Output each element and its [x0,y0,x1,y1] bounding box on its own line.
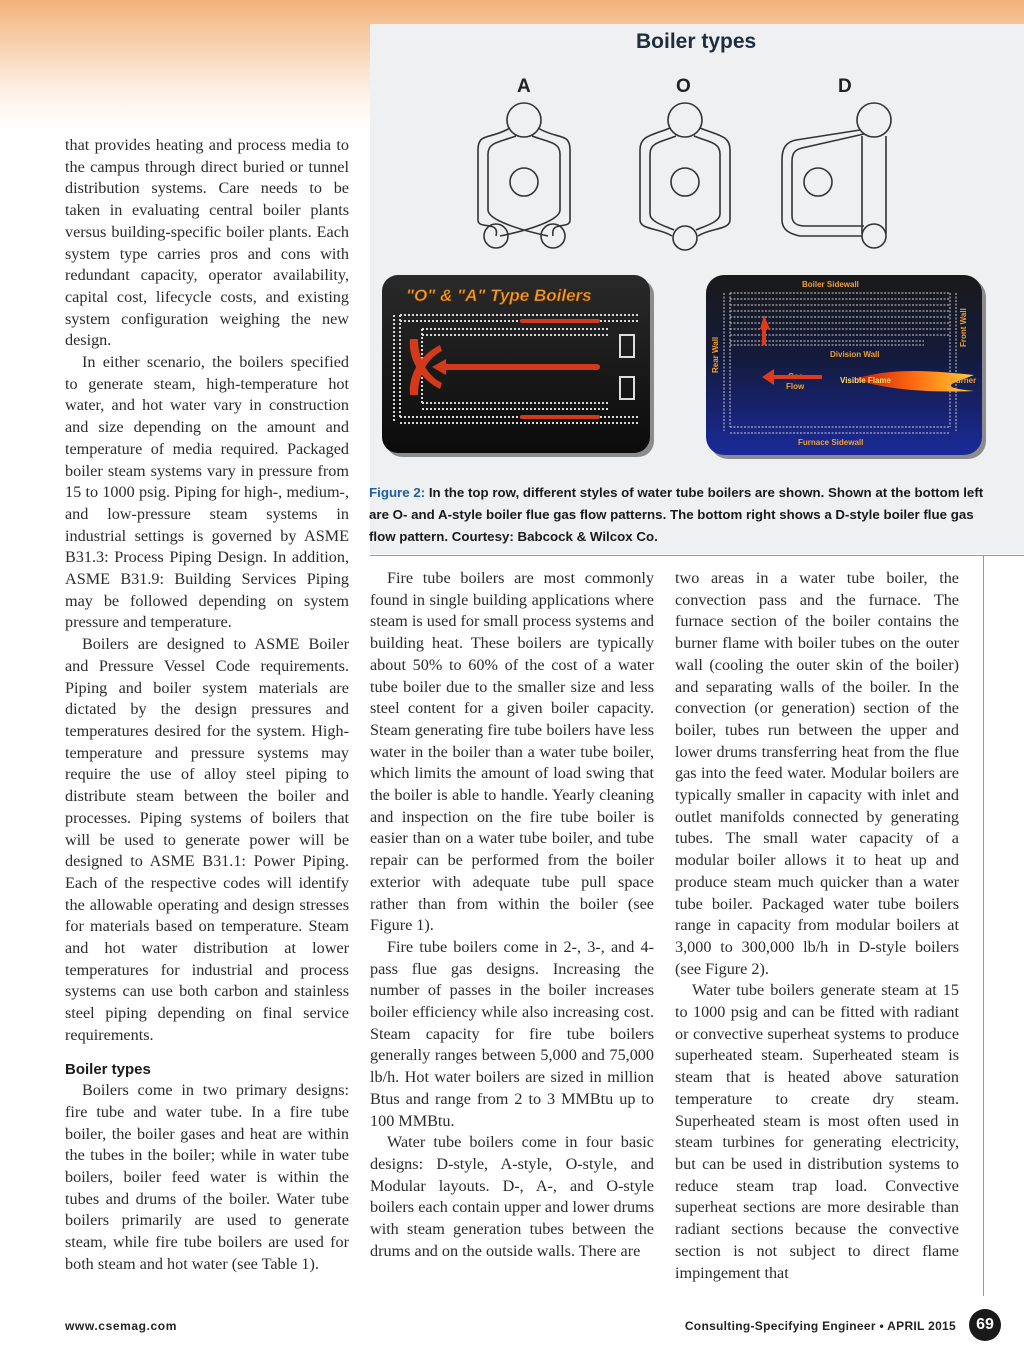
d-flow-pattern-panel [704,275,990,465]
type-label-o: O [676,76,691,97]
burner-label: Burner [950,376,977,385]
col1-paragraph-1: that provides heating and process media to the campus through direct buried or tunnel distribution systems. Care needs to be taken in evaluating central boiler plants versus building-specific boiler plants. Each system type carries pros and cons with redundant capacity, operator availability, capital cost, lifecycle costs, and existing system configuration weighing the new design. [65,136,349,350]
caption-label: Figure 2: [369,485,426,500]
column-2 [370,568,654,1263]
visible-flame-label: Visible Flame [840,376,891,385]
figure-title: Boiler types [636,30,757,53]
page-number-badge: 69 [969,1309,1001,1341]
rear-wall-label: Rear Wall [711,336,720,373]
o-type-boiler-diagram [640,103,730,250]
column-3 [675,568,959,1284]
type-label-a: A [517,76,531,97]
col2-paragraph-1: Fire tube boilers are most commonly found in single building applications where steam is used for small process systems and building heat. These boilers are typically about 50% to 60% of the cost of a water tube boiler due to the smaller size and less steel content for a given boiler capacity. Steam generating fire tube boilers have less water in the boiler than a water tube boiler, which limits the amount of load swing that the boiler is able to handle. Yearly cleaning and inspection on the fire tube boiler is easier than on a water tube boiler, and tube repair can be performed from the boiler exterior with adequate tube pull space rather than from within the boiler (see Figure 1). [370,569,654,935]
column-rule [983,556,984,1296]
front-wall-label: Front Wall [959,308,968,347]
col2-paragraph-2: Fire tube boilers come in 2-, 3-, and 4-pass flue gas designs. Increasing the number of passes in the boiler increases boiler efficiency while also increasing cost. Steam capacity for fire tube boilers generally ranges between 5,000 and 75,000 lb/h. Hot water boilers are sized in million Btus and range from 2 to 3 MMBtu up to 100 MMBtu. [370,937,654,1130]
column-1 [65,135,349,1276]
caption-divider [370,555,1024,556]
d-type-boiler-diagram [782,103,891,248]
col3-paragraph-1: two areas in a water tube boiler, the convection pass and the furnace. The furnace section of the boiler contains the burner flame with boiler tubes on the outer wall (cooling the outer skin of the boiler) and separating walls of the boiler. In the convection (or generation) section of the boiler, tubes run between the upper and lower drums transferring heat from the flue gas into the feed water. Modular boilers are typically smaller in capacity with inlet and outlet manifolds connected by generating tubes. The small water capacity of a modular boiler allows it to heat up and produce steam much quicker than a water tube boiler. Packaged water tube boilers range in capacity from modular boilers at 3,000 to 300,000 lb/h in D-style boilers (see Figure 2). [675,569,959,978]
footer-website: www.csemag.com [65,1319,177,1333]
col3-paragraph-2: Water tube boilers generate steam at 15 to 1000 psig and can be fitted with radiant or convective superheat systems to produce superheated steam. Superheated steam is steam that is heated above saturation temperature to create dry steam. Superheated steam is most often used in steam turbines for generating electricity, but can be used in distribution systems to reduce steam trap load. Convective superheat sections are more desirable than radiant sections because the convective section is not subject to direct flame impingement that [675,981,959,1282]
col1-paragraph-4: Boilers come in two primary designs: fire tube and water tube. In a fire tube boiler, the boiler gases and heat are within the tubes in the boiler; while in water tube boilers, boiler feed water is within the tubes and drums of the boiler. Water tube boilers primarily are used to generate steam, while fire tube boilers are used for both steam and hot water (see Table 1). [65,1081,349,1273]
type-label-d: D [838,76,852,97]
furnace-sidewall-label: Furnace Sidewall [798,438,864,447]
col1-paragraph-3: Boilers are designed to ASME Boiler and Pressure Vessel Code requirements. Piping and boiler system materials are dictated by the design pressures and temperatures desired for the system. High-temperature and pressure systems may require the use of alloy steel piping to distribute steam between the boiler and processes. Piping systems of boilers that will be used to generate power will be designed to ASME B31.1: Power Piping. Each of the respective codes will identify the allowable operating and design stresses for materials based on temperature. Steam and hot water distribution at lower temperatures for industrial and process systems can use both carbon and stainless steel piping depending on final service requirements. [65,635,349,1044]
oa-panel-title: "O" & "A" Type Boilers [406,286,592,305]
boiler-sidewall-label: Boiler Sidewall [802,280,859,289]
boiler-type-drawings [460,70,920,260]
flow-label: Flow [786,382,805,391]
a-type-boiler-diagram [478,103,570,248]
footer-publication: Consulting-Specifying Engineer • APRIL 2015 [684,1319,956,1333]
col1-paragraph-2: In either scenario, the boilers specified to generate steam, high-temperature hot water, and hot water vary in construction and size depending on the amount and temperature of media required. Packaged boiler steam systems vary in pressure from 15 to 1000 psig. Piping for high-, medium-, and low-pressure steam systems in industrial settings is governed by ASME B31.3: Process Piping Design. In addition, ASME B31.9: Building Services Piping may be followed depending on system pressure and temperature. [65,353,349,632]
col2-paragraph-3: Water tube boilers come in four basic designs: D-style, A-style, O-style, and Modular layouts. D-, A-, and O-style boilers each contain upper and lower drums with steam generation tubes between the drums and on the outside walls. There are [370,1133,654,1260]
section-heading-boiler-types: Boiler types [65,1060,151,1078]
division-wall-label: Division Wall [830,350,880,359]
figure-caption [369,482,994,547]
caption-text: In the top row, different styles of water tube boilers are shown. Shown at the bottom left are O- and A-style boiler flue gas flow patterns. The bottom right shows a D-style boiler flue gas flow pattern. Courtesy: Babcock & Wilcox Co. [369,485,984,544]
oa-flow-pattern-panel [380,275,660,465]
